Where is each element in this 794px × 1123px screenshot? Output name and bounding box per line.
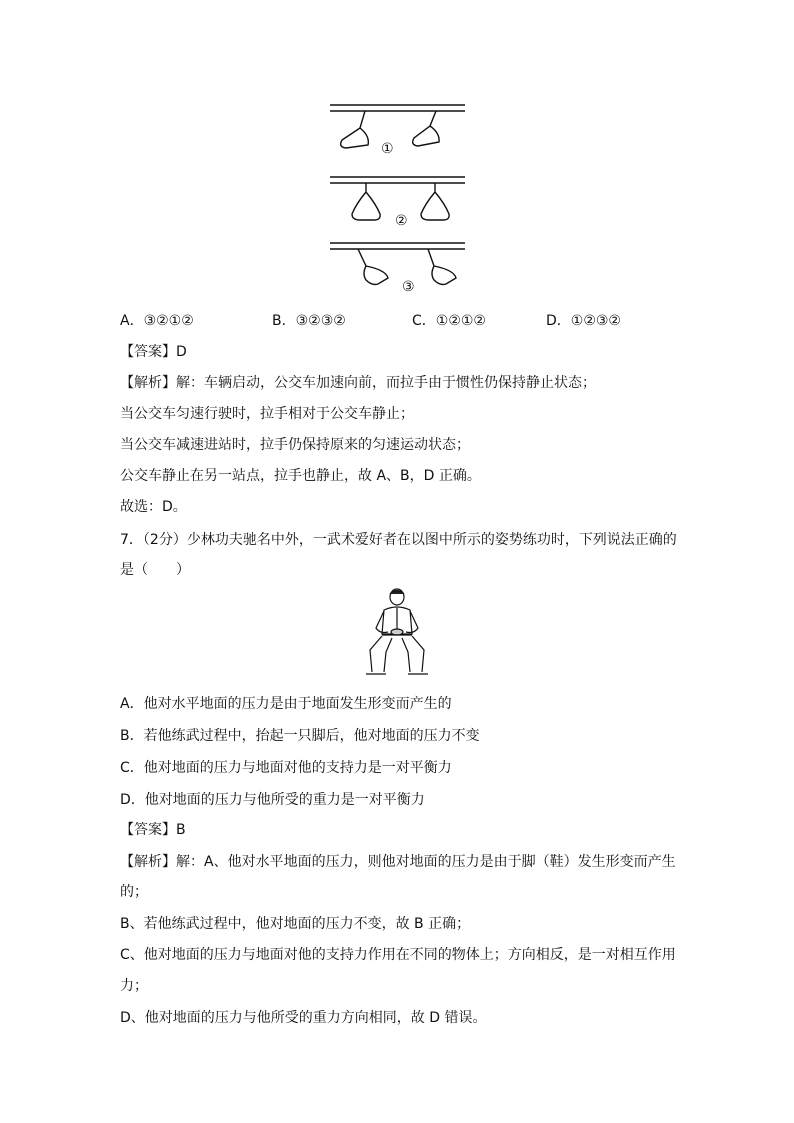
q7-option-c: C．他对地面的压力与地面对他的支持力是一对平衡力 <box>120 760 452 776</box>
bus-handles-figure <box>320 100 480 300</box>
q7-stem: 7．（2分）少林功夫驰名中外，一武术爱好者在以图中所示的姿势练功时，下列说法正确的 <box>120 532 677 548</box>
q7-option-d: D．他对地面的压力与他所受的重力是一对平衡力 <box>120 792 425 808</box>
figure-label-1: ① <box>381 141 394 157</box>
q7-analysis-line: 力； <box>120 978 148 994</box>
q7-analysis-line: B、若他练武过程中，他对地面的压力不变，故 B 正确； <box>120 916 471 932</box>
q7-stem-cont: 是（ ） <box>120 562 190 578</box>
q7-option-b: B．若他练武过程中，抬起一只脚后，他对地面的压力不变 <box>120 728 480 744</box>
q7-answer: 【答案】B <box>120 822 186 838</box>
q7-option-a: A．他对水平地面的压力是由于地面发生形变而产生的 <box>120 696 452 712</box>
q6-option-b: B．③②③② <box>272 313 346 329</box>
q6-analysis-line: 故选：D。 <box>120 499 187 515</box>
q6-answer: 【答案】D <box>120 344 187 360</box>
q6-analysis-line: 【解析】解：车辆启动，公交车加速向前，而拉手由于惯性仍保持静止状态； <box>120 375 596 391</box>
q7-analysis-line: D、他对地面的压力与他所受的重力方向相同，故 D 错误。 <box>120 1010 487 1026</box>
q6-analysis-line: 当公交车匀速行驶时，拉手相对于公交车静止； <box>120 406 414 422</box>
q6-option-a: A．③②①② <box>120 313 194 329</box>
martial-artist-figure <box>362 586 432 682</box>
figure-label-3: ③ <box>402 279 415 295</box>
q7-analysis-line: 的； <box>120 884 148 900</box>
q6-option-c: C．①②①② <box>412 313 486 329</box>
q6-analysis-line: 当公交车减速进站时，拉手仍保持原来的匀速运动状态； <box>120 437 470 453</box>
q6-option-d: D．①②③② <box>546 313 621 329</box>
figure-label-2: ② <box>395 213 408 229</box>
q7-analysis-line: C、他对地面的压力与地面对他的支持力作用在不同的物体上；方向相反，是一对相互作用 <box>120 947 676 963</box>
q6-analysis-line: 公交车静止在另一站点，拉手也静止，故 A、B，D 正确。 <box>120 468 481 484</box>
q7-analysis-line: 【解析】解：A、他对水平地面的压力，则他对地面的压力是由于脚（鞋）发生形变而产生 <box>120 854 676 870</box>
